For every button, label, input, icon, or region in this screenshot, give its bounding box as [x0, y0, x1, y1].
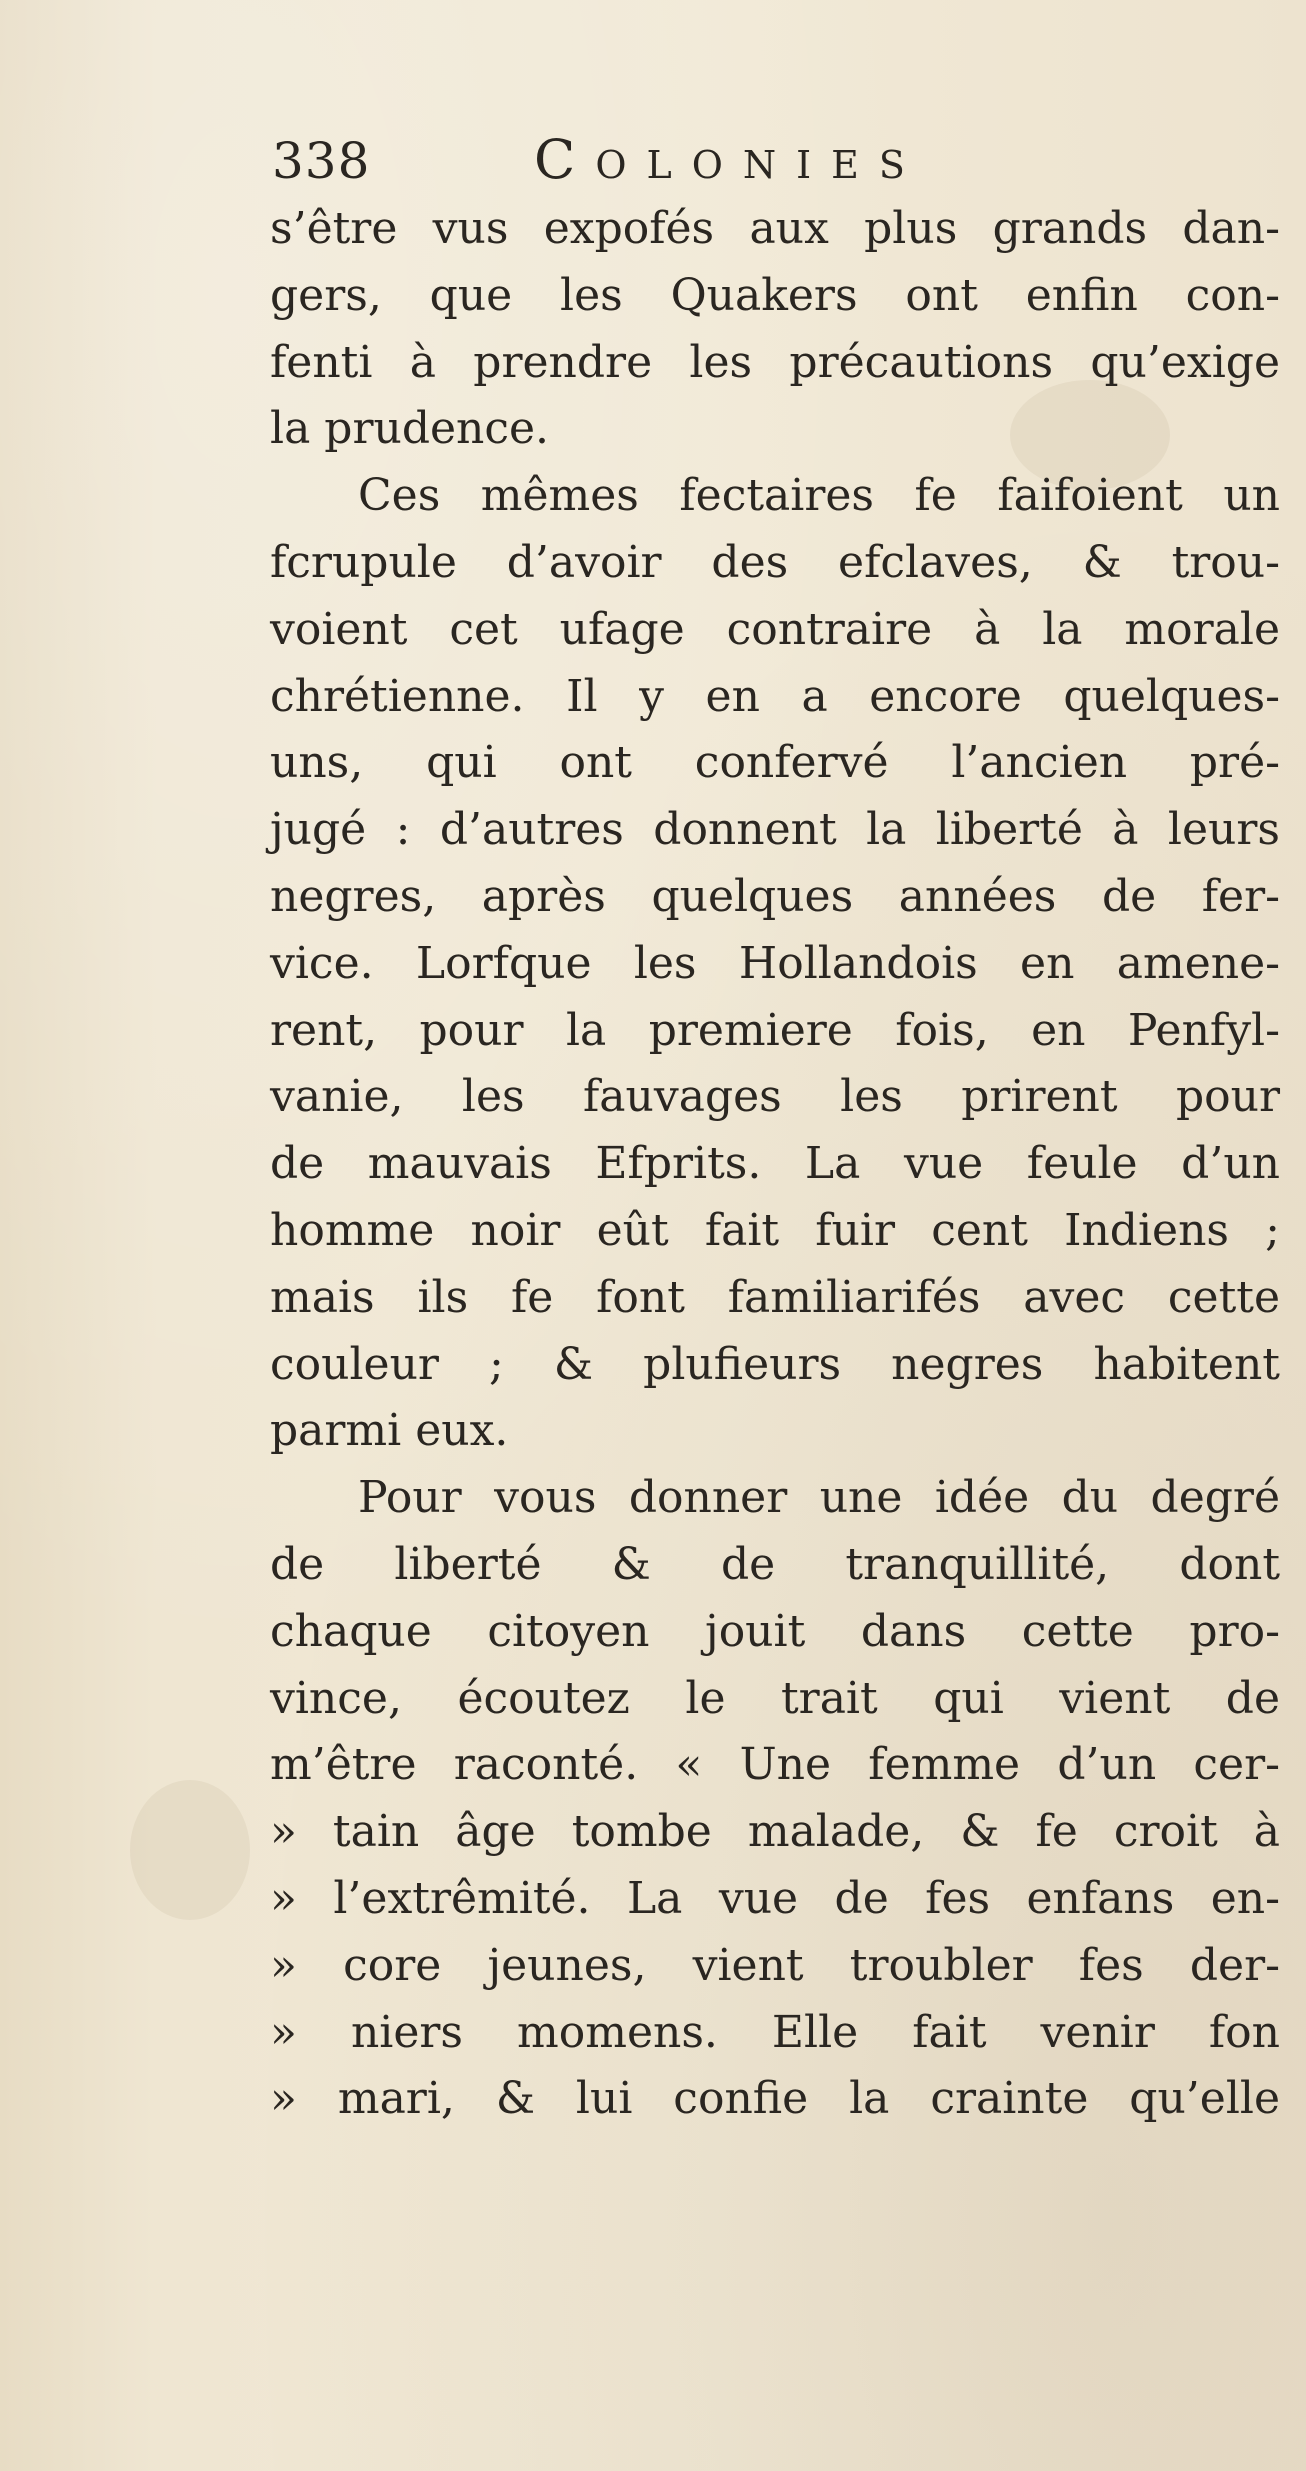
text-line: voient cet ufage contraire à la morale: [270, 603, 1280, 655]
text-line: jugé : d’autres donnent la liberté à leurs: [270, 804, 1280, 856]
text-line: fcrupule d’avoir des efclaves, & trou-: [270, 536, 1280, 588]
text-line: couleur ; & plufieurs negres habitent: [270, 1338, 1280, 1390]
text-line: » l’extrêmité. La vue de fes enfans en-: [270, 1872, 1280, 1924]
text-line: m’être raconté. « Une femme d’un cer-: [270, 1739, 1280, 1791]
running-head: Colonies: [534, 128, 925, 191]
text-line: fenti à prendre les précautions qu’exige: [270, 336, 1280, 388]
text-line: » core jeunes, vient troubler fes der-: [270, 1939, 1280, 1991]
text-line: homme noir eût fait fuir cent Indiens ;: [270, 1204, 1280, 1256]
text-line: la prudence.: [270, 403, 550, 455]
text-line: rent, pour la premiere fois, en Penfyl-: [270, 1004, 1280, 1056]
text-line: » niers momens. Elle fait venir fon: [270, 2006, 1280, 2058]
text-line: vanie, les fauvages les prirent pour: [270, 1071, 1280, 1123]
text-line: vice. Lorfque les Hollandois en amene-: [270, 937, 1280, 989]
text-line: chrétienne. Il y en a encore quelques-: [270, 670, 1280, 722]
page-header: [272, 118, 1052, 208]
text-line: parmi eux.: [270, 1405, 509, 1457]
text-line: s’être vus expofés aux plus grands dan-: [270, 203, 1280, 254]
text-line: vince, écoutez le trait qui vient de: [270, 1672, 1280, 1724]
text-line: Pour vous donner une idée du degré: [358, 1472, 1280, 1524]
page-number: 338: [272, 132, 371, 190]
text-line: Ces mêmes fectaires fe faifoient un: [358, 470, 1280, 522]
body-text: [270, 196, 1280, 2133]
paper-stain: [130, 1780, 250, 1920]
text-line: mais ils fe font familiarifés avec cette: [270, 1271, 1280, 1323]
text-line: de mauvais Efprits. La vue feule d’un: [270, 1138, 1280, 1190]
text-line: gers, que les Quakers ont enfin con-: [270, 269, 1280, 321]
text-line: de liberté & de tranquillité, dont: [270, 1538, 1280, 1590]
text-line: uns, qui ont confervé l’ancien pré-: [270, 737, 1280, 789]
text-line: » tain âge tombe malade, & fe croit à: [270, 1806, 1280, 1858]
text-line: » mari, & lui confie la crainte qu’elle: [270, 2073, 1280, 2125]
text-line: negres, après quelques années de fer-: [270, 870, 1280, 922]
text-line: chaque citoyen jouit dans cette pro-: [270, 1605, 1280, 1657]
